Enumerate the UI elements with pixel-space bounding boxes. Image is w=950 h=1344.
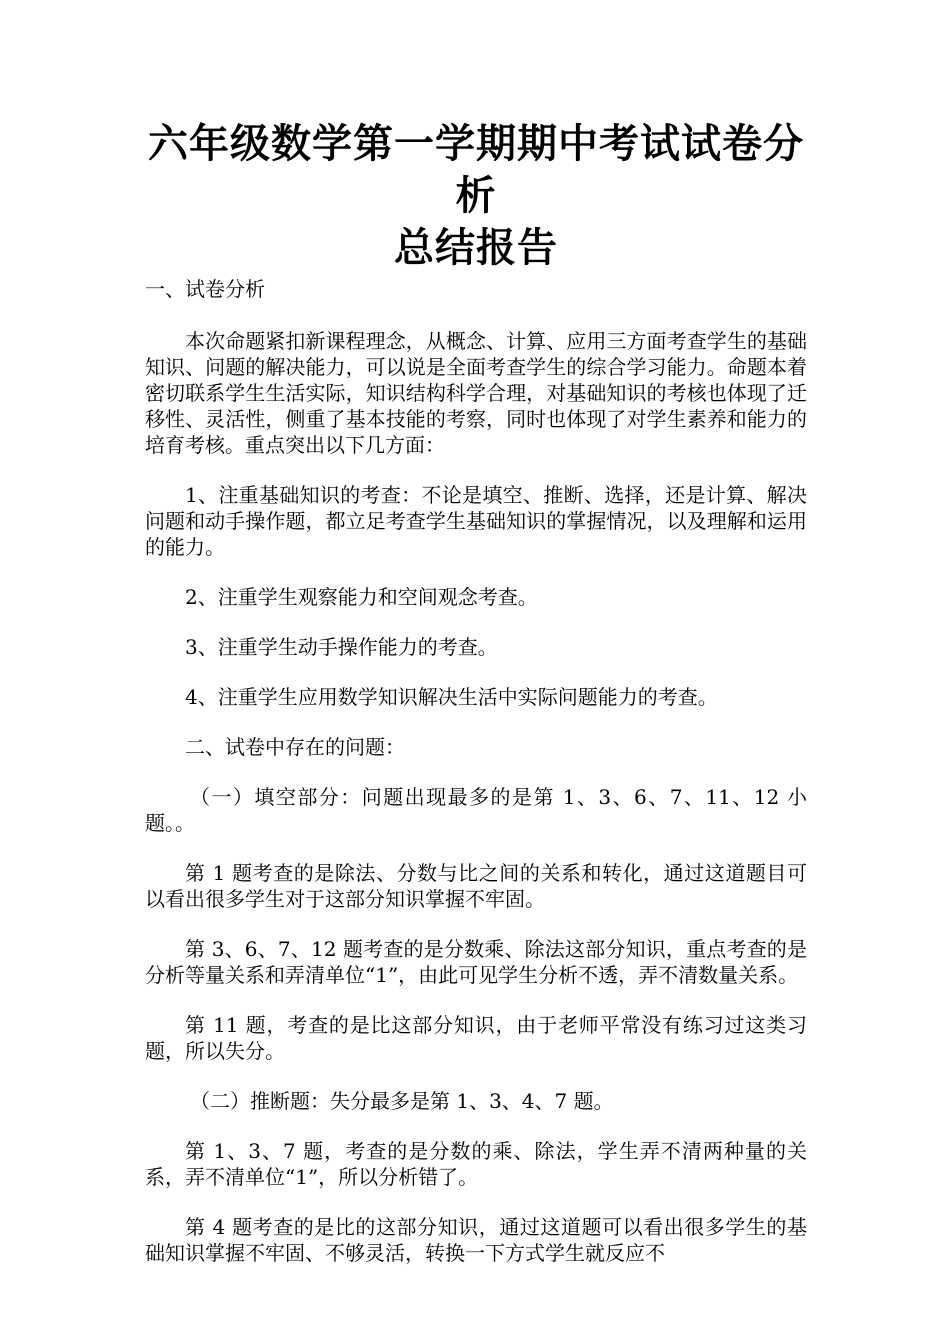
document-title: [145, 118, 807, 274]
paragraph-point-2: 2、注重学生观察能力和空间观念考查。: [185, 585, 538, 609]
paragraph-point-4: 4、注重学生应用数学知识解决生活中实际问题能力的考查。: [185, 685, 718, 709]
title-line-2: 总结报告: [394, 225, 558, 271]
section-heading-2: 二、试卷中存在的问题：: [185, 735, 405, 759]
paragraph-judgement-q1-3-7: 第 1、3、7 题，考查的是分数的乘、除法，学生弄不清两种量的关系，弄不清单位“1”，所以分析错了。: [145, 1139, 807, 1189]
title-line-1: 六年级数学第一学期期中考试试卷分析: [148, 121, 804, 219]
paragraph-q3-6-7-12: 第 3、6、7、12 题考查的是分数乘、除法这部分知识，重点考查的是分析等量关系和弄清单位“1”，由此可见学生分析不透，弄不清数量关系。: [145, 937, 807, 987]
section-heading-1: 一、试卷分析: [145, 277, 265, 301]
paragraph-judgement: （二）推断题：失分最多是第 1、3、4、7 题。: [190, 1089, 614, 1113]
paragraph-q11: 第 11 题，考查的是比这部分知识，由于老师平常没有练习过这类习题，所以失分。: [145, 1013, 807, 1063]
document-page: [145, 118, 807, 1290]
paragraph-fill-blank: （一）填空部分：问题出现最多的是第 1、3、6、7、11、12 小题。。: [145, 785, 807, 835]
paragraph-judgement-q4: 第 4 题考查的是比的这部分知识，通过这道题可以看出很多学生的基础知识掌握不牢固、不够灵活，转换一下方式学生就反应不: [145, 1215, 807, 1265]
paragraph-point-3: 3、注重学生动手操作能力的考查。: [185, 635, 498, 659]
paragraph-point-1: 1、注重基础知识的考查：不论是填空、推断、选择，还是计算、解决问题和动手操作题，都立足考查学生基础知识的掌握情况，以及理解和运用的能力。: [145, 483, 807, 559]
paragraph-intro: 本次命题紧扣新课程理念，从概念、计算、应用三方面考查学生的基础知识、问题的解决能力，可以说是全面考查学生的综合学习能力。命题本着密切联系学生生活实际，知识结构科学合理，对基础知识的考核也体现了迁移性、灵活性，侧重了基本技能的考察，同时也体现了对学生素养和能力的培育考核。重点突出以下几方面：: [145, 329, 807, 457]
paragraph-q1: 第 1 题考查的是除法、分数与比之间的关系和转化，通过这道题目可以看出很多学生对于这部分知识掌握不牢固。: [145, 861, 807, 911]
